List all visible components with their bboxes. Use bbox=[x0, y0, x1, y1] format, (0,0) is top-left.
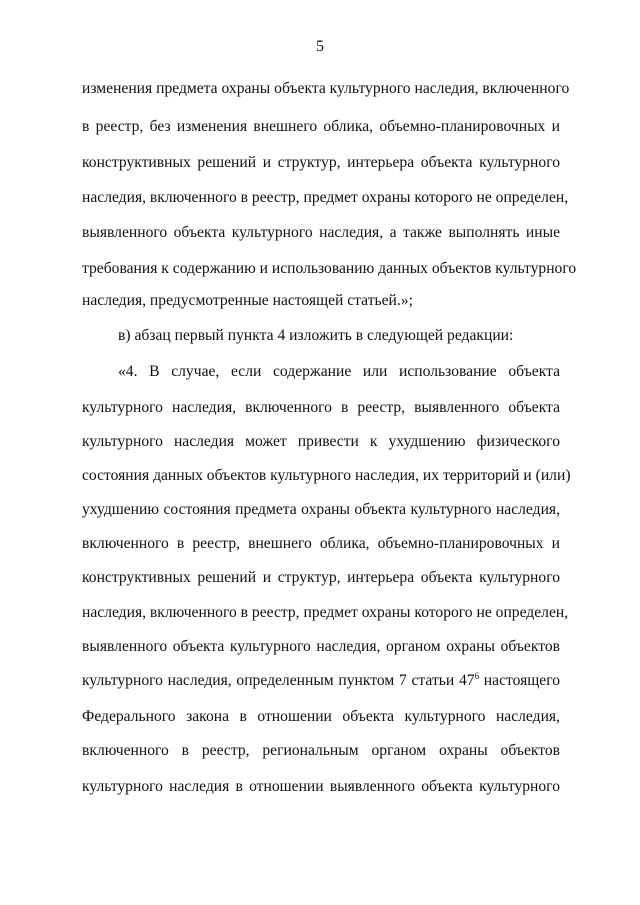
text-line: наследия, включенного в реестр, предмет охраны которого не определен, bbox=[82, 189, 569, 206]
text-line: наследия, предусмотренные настоящей статьей.»; bbox=[82, 292, 413, 309]
text-line: культурного наследия может привести к ухудшению физического bbox=[82, 433, 560, 450]
text-line: требования к содержанию и использованию данных объектов культурного bbox=[82, 260, 577, 277]
text-line: Федерального закона в отношении объекта культурного наследия, bbox=[82, 708, 560, 725]
text-segment: культурного наследия, определенным пунктом 7 статьи 47 bbox=[82, 672, 475, 689]
text-line: состояния данных объектов культурного наследия, их территорий и (или) bbox=[82, 467, 571, 484]
text-line: ухудшению состояния предмета охраны объекта культурного наследия, bbox=[82, 501, 560, 518]
text-line: культурного наследия в отношении выявленного объекта культурного bbox=[82, 778, 560, 795]
page-number: 5 bbox=[316, 38, 324, 55]
text-line: изменения предмета охраны объекта культурного наследия, включенного bbox=[82, 80, 570, 97]
text-line: включенного в реестр, внешнего облика, объемно-планировочных и bbox=[82, 535, 560, 552]
text-line: в реестр, без изменения внешнего облика, объемно-планировочных и bbox=[82, 118, 560, 135]
text-line-with-superscript bbox=[82, 671, 560, 691]
superscript: 6 bbox=[474, 670, 480, 681]
text-line: культурного наследия, включенного в реестр, выявленного объекта bbox=[82, 399, 560, 416]
text-line-indented: в) абзац первый пункта 4 изложить в следующей редакции: bbox=[118, 327, 514, 344]
text-line-indented: «4. В случае, если содержание или использование объекта bbox=[118, 363, 560, 380]
text-line: конструктивных решений и структур, интерьера объекта культурного bbox=[82, 569, 560, 586]
text-line: выявленного объекта культурного наследия, органом охраны объектов bbox=[82, 638, 560, 655]
text-line: включенного в реестр, региональным органом охраны объектов bbox=[82, 742, 560, 759]
text-line: выявленного объекта культурного наследия, а также выполнять иные bbox=[82, 224, 560, 241]
text-line: конструктивных решений и структур, интерьера объекта культурного bbox=[82, 154, 560, 171]
text-line: наследия, включенного в реестр, предмет охраны которого не определен, bbox=[82, 604, 569, 621]
text-segment: настоящего bbox=[479, 672, 560, 689]
